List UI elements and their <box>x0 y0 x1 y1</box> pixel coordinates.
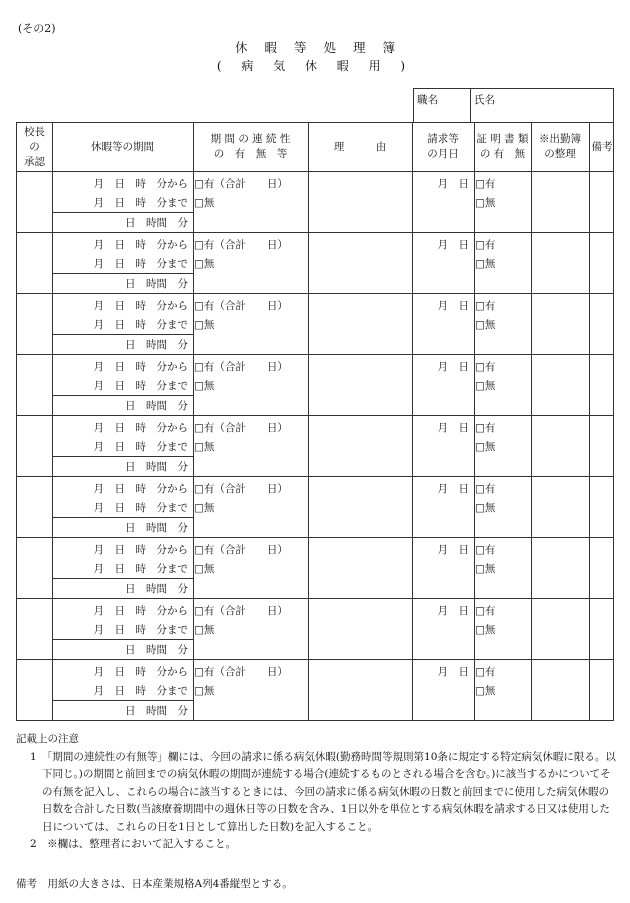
period-from: 月 日 時 分から <box>93 422 188 434</box>
table-row <box>17 232 613 293</box>
certificate-yes-checkbox[interactable]: □有 <box>475 666 496 678</box>
request-date: 月 日 <box>437 666 469 678</box>
certificate-no-checkbox[interactable]: □無 <box>475 319 496 331</box>
post-name-divider <box>470 88 471 122</box>
table-row <box>17 354 613 415</box>
continuity-yes-checkbox[interactable]: □有（合計 日） <box>194 361 288 373</box>
header-certificate-line: 証 明 書 類 <box>476 133 529 145</box>
header-principal-approval-line: の <box>29 140 40 153</box>
period-from: 月 日 時 分から <box>93 605 188 617</box>
header-attendance-register-line: ※出勤簿 <box>539 133 581 145</box>
continuity-yes-checkbox[interactable]: □有（合計 日） <box>194 544 288 556</box>
continuity-no-checkbox[interactable]: □無 <box>194 197 215 209</box>
period-from: 月 日 時 分から <box>93 483 188 495</box>
certificate-yes-checkbox[interactable]: □有 <box>475 422 496 434</box>
footer-remark: 備考 用紙の大きさは、日本産業規格A列4番縦型とする。 <box>16 878 293 890</box>
period-total: 日 時間 分 <box>125 278 188 290</box>
period-to: 月 日 時 分まで <box>93 502 188 514</box>
certificate-yes-checkbox[interactable]: □有 <box>475 178 496 190</box>
continuity-no-checkbox[interactable]: □無 <box>194 685 215 697</box>
request-date: 月 日 <box>437 178 469 190</box>
header-principal-approval-line: 承認 <box>24 155 45 168</box>
continuity-yes-checkbox[interactable]: □有（合計 日） <box>194 178 288 190</box>
table-row <box>17 659 613 720</box>
header-remarks-line: 備考 <box>591 140 613 153</box>
request-date: 月 日 <box>437 239 469 251</box>
header-reason <box>308 140 412 155</box>
request-date: 月 日 <box>437 605 469 617</box>
certificate-no-checkbox[interactable]: □無 <box>475 502 496 514</box>
certificate-no-checkbox[interactable]: □無 <box>475 380 496 392</box>
form-subtitle: ( 病 気 休 暇 用 ) <box>216 59 414 73</box>
name-field[interactable] <box>500 100 501 101</box>
header-continuity-line: の 有 無 等 <box>213 148 288 160</box>
certificate-yes-checkbox[interactable]: □有 <box>475 300 496 312</box>
period-to: 月 日 時 分まで <box>93 685 188 697</box>
period-from: 月 日 時 分から <box>93 239 188 251</box>
header-principal-approval <box>17 125 52 170</box>
request-date: 月 日 <box>437 544 469 556</box>
header-certificate-line: の 有 無 <box>479 148 526 160</box>
continuity-yes-checkbox[interactable]: □有（合計 日） <box>194 483 288 495</box>
header-leave-period <box>52 140 193 155</box>
period-total: 日 時間 分 <box>125 217 188 229</box>
period-to: 月 日 時 分まで <box>93 441 188 453</box>
certificate-no-checkbox[interactable]: □無 <box>475 563 496 575</box>
header-leave-period-line: 休暇等の期間 <box>91 140 154 153</box>
period-to: 月 日 時 分まで <box>93 258 188 270</box>
form-label: (その2) <box>18 22 56 35</box>
certificate-yes-checkbox[interactable]: □有 <box>475 544 496 556</box>
period-total: 日 時間 分 <box>125 522 188 534</box>
period-total: 日 時間 分 <box>125 339 188 351</box>
notes-heading: 記載上の注意 <box>16 733 79 745</box>
continuity-yes-checkbox[interactable]: □有（合計 日） <box>194 300 288 312</box>
certificate-no-checkbox[interactable]: □無 <box>475 441 496 453</box>
header-principal-approval-line: 校長 <box>24 125 45 138</box>
request-date: 月 日 <box>437 483 469 495</box>
leave-record-table <box>16 122 614 721</box>
certificate-yes-checkbox[interactable]: □有 <box>475 239 496 251</box>
continuity-yes-checkbox[interactable]: □有（合計 日） <box>194 605 288 617</box>
header-attendance-register-line: の整理 <box>544 148 576 160</box>
period-total: 日 時間 分 <box>125 705 188 717</box>
table-row <box>17 415 613 476</box>
period-from: 月 日 時 分から <box>93 178 188 190</box>
header-request-date <box>412 132 474 162</box>
post-label: 職名 <box>417 94 438 106</box>
header-certificate <box>474 132 531 162</box>
table-row <box>17 537 613 598</box>
certificate-no-checkbox[interactable]: □無 <box>475 258 496 270</box>
period-to: 月 日 時 分まで <box>93 319 188 331</box>
continuity-no-checkbox[interactable]: □無 <box>194 258 215 270</box>
request-date: 月 日 <box>437 361 469 373</box>
period-to: 月 日 時 分まで <box>93 380 188 392</box>
certificate-no-checkbox[interactable]: □無 <box>475 197 496 209</box>
period-total: 日 時間 分 <box>125 644 188 656</box>
header-attendance-register <box>531 132 589 162</box>
post-field[interactable] <box>440 100 441 101</box>
period-from: 月 日 時 分から <box>93 300 188 312</box>
name-label: 氏名 <box>474 94 495 106</box>
header-reason-line: 理 由 <box>333 140 387 153</box>
period-to: 月 日 時 分まで <box>93 624 188 636</box>
header-continuity <box>193 132 308 162</box>
period-from: 月 日 時 分から <box>93 666 188 678</box>
continuity-no-checkbox[interactable]: □無 <box>194 380 215 392</box>
table-row <box>17 598 613 659</box>
continuity-yes-checkbox[interactable]: □有（合計 日） <box>194 239 288 251</box>
continuity-yes-checkbox[interactable]: □有（合計 日） <box>194 666 288 678</box>
note-item-2: 2 ※欄は、整理者において記入すること。 <box>30 838 237 850</box>
continuity-no-checkbox[interactable]: □無 <box>194 563 215 575</box>
period-from: 月 日 時 分から <box>93 544 188 556</box>
header-remarks <box>589 140 615 155</box>
table-row <box>17 293 613 354</box>
request-date: 月 日 <box>437 422 469 434</box>
certificate-yes-checkbox[interactable]: □有 <box>475 605 496 617</box>
post-name-box <box>413 88 614 123</box>
period-from: 月 日 時 分から <box>93 361 188 373</box>
certificate-yes-checkbox[interactable]: □有 <box>475 361 496 373</box>
request-date: 月 日 <box>437 300 469 312</box>
period-total: 日 時間 分 <box>125 583 188 595</box>
certificate-no-checkbox[interactable]: □無 <box>475 685 496 697</box>
period-total: 日 時間 分 <box>125 461 188 473</box>
notes-section <box>16 731 616 854</box>
continuity-no-checkbox[interactable]: □無 <box>194 502 215 514</box>
period-to: 月 日 時 分まで <box>93 197 188 209</box>
header-request-date-line: の月日 <box>427 148 459 160</box>
header-continuity-line: 期 間 の 連 続 性 <box>210 133 291 145</box>
table-row <box>17 171 613 232</box>
continuity-no-checkbox[interactable]: □無 <box>194 624 215 636</box>
certificate-yes-checkbox[interactable]: □有 <box>475 483 496 495</box>
continuity-no-checkbox[interactable]: □無 <box>194 319 215 331</box>
header-request-date-line: 請求等 <box>427 133 459 145</box>
continuity-no-checkbox[interactable]: □無 <box>194 441 215 453</box>
form-title: 休暇等処理簿 <box>234 40 412 55</box>
continuity-yes-checkbox[interactable]: □有（合計 日） <box>194 422 288 434</box>
table-row <box>17 476 613 537</box>
note-item-1: 1 「期間の連続性の有無等」欄には、今回の請求に係る病気休暇(勤務時間等規則第10条に規定する特定病気休暇に限る。以下同じ。)の期間と前回までの病気休暇の期間が連続する場合(連続するものとされる場合を含む。)に該当するかについてその有無を記入し、これらの場合に該当するときには、今回の請求に係る病気休暇の日数と前回までに使用した病気休暇の日数を合計した日数(当該療養期間中の週休日等の日数を含み、1日以外を単位とする病気休暇を請求する日又は使用した日については、これらの日を1日として算出した日数)を記入すること。 <box>30 750 616 833</box>
period-to: 月 日 時 分まで <box>93 563 188 575</box>
period-total: 日 時間 分 <box>125 400 188 412</box>
certificate-no-checkbox[interactable]: □無 <box>475 624 496 636</box>
